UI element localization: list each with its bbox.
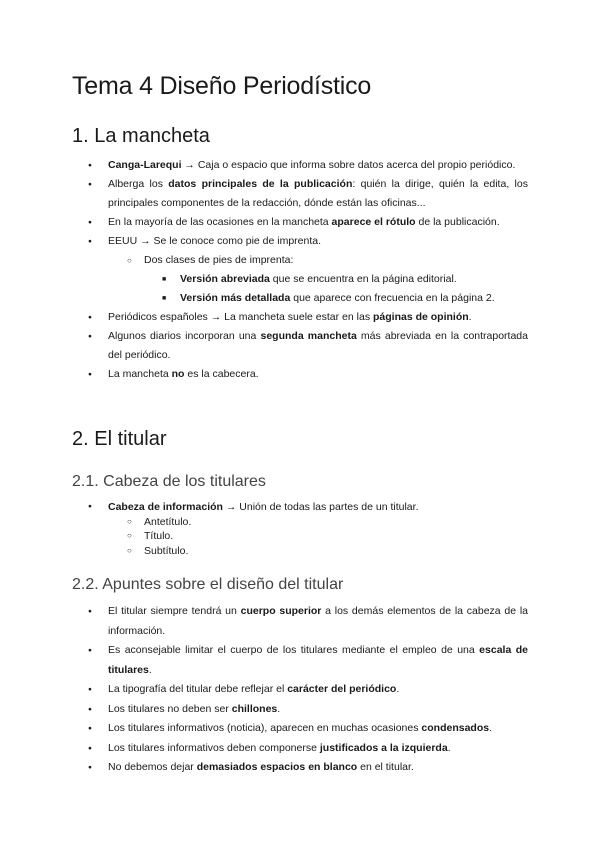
cabeza-list: [72, 500, 528, 558]
list-item: ■ Versión abreviada que se encuentra en la página editorial.: [72, 270, 528, 289]
list-item: ● No debemos dejar demasiados espacios en blanco en el titular.: [72, 758, 528, 778]
list-item: ● La tipografía del titular debe reflejar el carácter del periódico.: [72, 680, 528, 700]
list-item: ● Es aconsejable limitar el cuerpo de los titulares mediante el empleo de una escala de titulares.: [72, 641, 528, 680]
list-item: ○ Título.: [72, 529, 528, 544]
page-title: Tema 4 Diseño Periodístico: [72, 72, 372, 100]
list-item: ○ Dos clases de pies de imprenta:: [72, 251, 528, 270]
list-item: ● EEUU → Se le conoce como pie de imprenta.: [72, 232, 528, 251]
list-item: ● Los titulares no deben ser chillones.: [72, 700, 528, 720]
list-item: ○ Antetítulo.: [72, 515, 528, 530]
list-item: ● Periódicos españoles → La mancheta suele estar en las páginas de opinión.: [72, 308, 528, 327]
list-item: ○ Subtítulo.: [72, 544, 528, 559]
list-item: ● La mancheta no es la cabecera.: [72, 365, 528, 384]
list-item: ● El titular siempre tendrá un cuerpo superior a los demás elementos de la cabeza de la información.: [72, 602, 528, 641]
heading-el-titular: 2. El titular: [72, 428, 167, 450]
list-item: ● Algunos diarios incorporan una segunda mancheta más abreviada en la contraportada del periódico.: [72, 327, 528, 365]
subheading-cabeza-titulares: 2.1. Cabeza de los titulares: [72, 473, 266, 490]
list-item: ● Los titulares informativos deben componerse justificados a la izquierda.: [72, 739, 528, 759]
list-item: ● Alberga los datos principales de la publicación: quién la dirige, quién la edita, los principales componentes de la redacción, dónde están las oficinas...: [72, 175, 528, 213]
list-item: ● Canga-Larequi → Caja o espacio que informa sobre datos acerca del propio periódico.: [72, 156, 528, 175]
list-item: ■ Versión más detallada que aparece con frecuencia en la página 2.: [72, 289, 528, 308]
list-item: ● En la mayoría de las ocasiones en la mancheta aparece el rótulo de la publicación.: [72, 213, 528, 232]
list-item: ● Los titulares informativos (noticia), aparecen en muchas ocasiones condensados.: [72, 719, 528, 739]
mancheta-list: [72, 156, 528, 384]
heading-la-mancheta: 1. La mancheta: [72, 125, 210, 147]
subheading-apuntes-diseno: 2.2. Apuntes sobre el diseño del titular: [72, 576, 344, 593]
apuntes-list: [72, 602, 528, 778]
list-item: ● Cabeza de información → Unión de todas las partes de un titular.: [72, 500, 528, 515]
